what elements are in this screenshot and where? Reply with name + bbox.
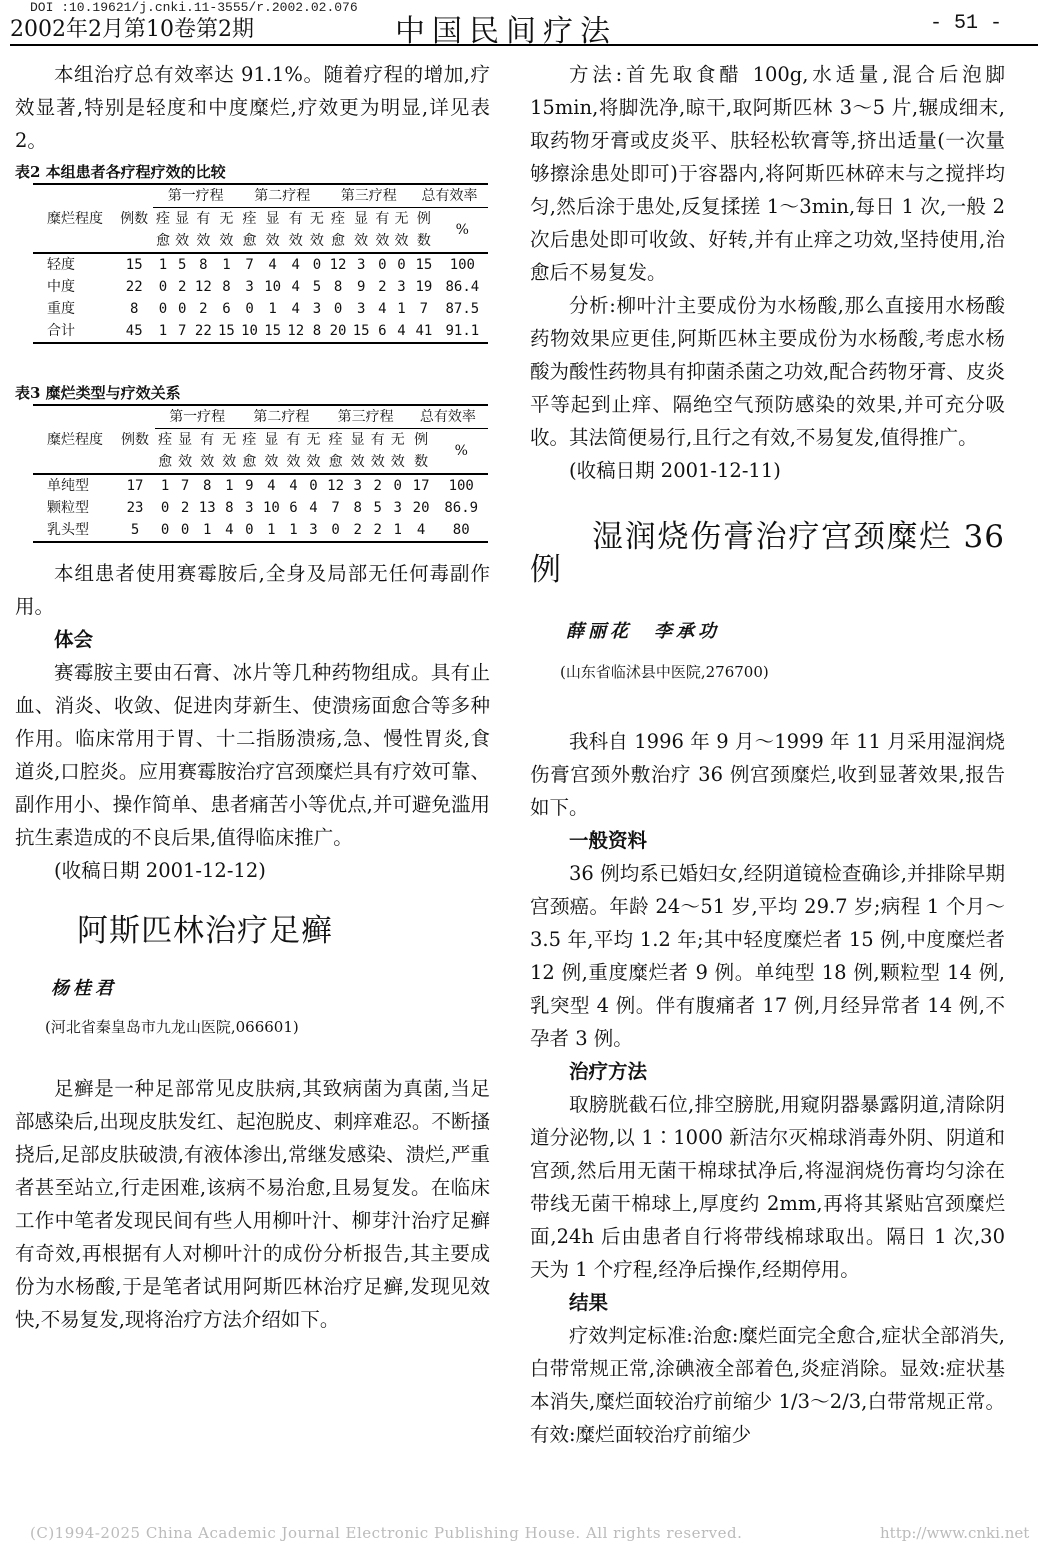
table-cell: 22 — [192, 320, 215, 343]
table-cell: 0 — [333, 301, 343, 317]
table-header-cell: 有 — [288, 211, 303, 227]
table-cell: 0 — [393, 478, 402, 494]
table-header-cell: 愈 — [239, 451, 259, 474]
table-cell: 20 — [327, 320, 350, 343]
table-cell: 0 — [158, 279, 168, 295]
table-cell: 8 — [222, 279, 231, 295]
table-header-cell: 第三疗程 — [327, 184, 412, 208]
table-cell: 5 — [373, 500, 382, 516]
issue-date: 2002年2月第10卷第2期 — [10, 17, 254, 42]
journal-title: 中国民间疗法 — [395, 14, 617, 49]
table-header-cell: 例数 — [115, 405, 155, 474]
header-rule — [10, 44, 1038, 46]
table-cell: 3 — [393, 500, 402, 516]
table-cell: 4 — [392, 320, 411, 343]
table-cell: 0 — [309, 478, 318, 494]
section-heading: 治疗方法 — [569, 1060, 648, 1083]
paragraph: 36 例均系已婚妇女,经阴道镜检查确诊,并排除早期宫颈癌。年龄 24～51 岁,平均 29.7 岁;病程 1 个月～3.5 年,平均 1.2 年;其中轻度糜烂者 15 例,中度糜烂者 12 例,重度糜烂者 9 例。单纯型 18 例,颗粒型 14 例,乳突型 4 例。伴有腹痛者 17 例,月经异常者 14 例,不孕者 3 例。 — [530, 862, 1005, 1050]
table-cell: 3 — [356, 257, 366, 273]
table-header-cell: 无 — [222, 432, 237, 448]
table-header-cell: 有 — [196, 211, 211, 227]
table-cell: 19 — [415, 279, 433, 295]
table-header-cell: 有 — [370, 432, 385, 448]
table-cell: 2 — [368, 519, 388, 542]
table-cell: 1 — [283, 519, 303, 542]
table-header-cell: 效 — [259, 451, 283, 474]
table-header-cell: 效 — [195, 451, 219, 474]
table-header-cell: 效 — [284, 230, 307, 253]
table-row — [33, 276, 488, 298]
table-cell: 3 — [245, 279, 254, 295]
table-header-cell: 无 — [394, 211, 409, 227]
table-header-cell: 效 — [373, 230, 392, 253]
table-header-cell: 效 — [192, 230, 215, 253]
table-cell: 7 — [173, 320, 192, 343]
table-cell: 15 — [125, 257, 143, 273]
table-2 — [33, 183, 488, 344]
table-header-cell: 显 — [354, 211, 369, 227]
table-header-cell: 第一疗程 — [155, 405, 239, 429]
article-title: 阿斯匹林治疗足癣 — [77, 913, 333, 949]
table-header-cell: 效 — [175, 451, 195, 474]
table-cell: 1 — [388, 519, 408, 542]
table-cell: 4 — [291, 257, 300, 273]
footer-url: http://www.cnki.net — [880, 1524, 1030, 1542]
table-header-cell: % — [437, 208, 488, 254]
table-header-cell: 痊 — [242, 211, 257, 227]
table-cell: 1 — [195, 519, 219, 542]
table-cell: 0 — [158, 301, 168, 317]
table-cell: 1 — [160, 478, 170, 494]
table-cell: 4 — [268, 257, 277, 273]
table-header-cell: 显 — [350, 432, 365, 448]
table-cell: 8 — [202, 478, 212, 494]
table-cell: 15 — [415, 257, 433, 273]
table-cell: 8 — [129, 301, 139, 317]
table-cell: 0 — [397, 257, 406, 273]
row-label: 颗粒型 — [47, 500, 89, 516]
table-cell: 8 — [225, 500, 234, 516]
table-header-cell: 例 — [416, 211, 431, 227]
table-header-cell: 效 — [348, 451, 368, 474]
table-cell: 0 — [155, 519, 175, 542]
table-cell: 17 — [412, 478, 430, 494]
table-cell: 8 — [307, 320, 326, 343]
table-header-cell: 愈 — [238, 230, 261, 253]
right-column — [530, 58, 1005, 1451]
table-header-cell: % — [434, 429, 488, 475]
table-cell: 15 — [261, 320, 284, 343]
table-cell: 7 — [419, 301, 429, 317]
table-header-cell: 第一疗程 — [153, 184, 238, 208]
table-cell: 0 — [245, 301, 254, 317]
section-heading: 一般资料 — [569, 829, 648, 852]
table-cell: 8 — [199, 257, 208, 273]
article-author: 杨桂君 — [51, 978, 117, 999]
table-header-cell: 有 — [200, 432, 215, 448]
table-header-cell: 效 — [283, 451, 303, 474]
received-date: (收稿日期 2001-12-11) — [569, 459, 781, 482]
doi-label: DOI :10.19621/j.cnki.11-3555/r.2002.02.076 — [30, 0, 358, 15]
table2-caption: 表2 本组患者各疗程疗效的比较 — [15, 163, 226, 181]
table-cell: 12 — [284, 320, 307, 343]
table-cell: 7 — [245, 257, 254, 273]
paragraph: 分析:柳叶汁主要成份为水杨酸,那么直接用水杨酸药物效果应更佳,阿斯匹林主要成份为水杨酸,考虑水杨酸为酸性药物具有抑菌杀菌之功效,配合药物牙膏、皮炎平等起到止痒、隔绝空气预防感染的效果,并可充分吸收。其法简便易行,且行之有效,不易复发,值得推广。 — [530, 294, 1005, 449]
author-affiliation: (河北省秦皇岛市九龙山医院,066601) — [45, 1018, 299, 1036]
table-cell: 9 — [356, 279, 366, 295]
table-header-cell: 痊 — [328, 432, 343, 448]
table-header-cell: 效 — [307, 230, 326, 253]
left-column — [15, 58, 490, 1336]
table-header-cell: 数 — [411, 230, 437, 253]
table-header-cell: 数 — [408, 451, 435, 474]
paragraph: 足癣是一种足部常见皮肤病,其致病菌为真菌,当足部感染后,出现皮肤发红、起泡脱皮、刺痒难忍。不断搔挠后,足部皮肤破溃,有液体渗出,常继发感染、溃烂,严重者甚至站立,行走困难,该病不易治愈,且易复发。在临床工作中笔者发现民间有些人用柳叶汁、柳芽汁治疗足癣有奇效,再根据有人对柳叶汁的成份分析报告,其主要成份为水杨酸,于是笔者试用阿斯匹林治疗足癣,发现见效快,不易复发,现将治疗方法介绍如下。 — [15, 1077, 490, 1331]
table-cell: 0 — [177, 301, 187, 317]
table-cell: 45 — [115, 320, 153, 343]
paragraph: 赛霉胺主要由石膏、冰片等几种药物组成。具有止血、消炎、收敛、促进肉芽新生、使溃疡面愈合等多种作用。临床常用于胃、十二指肠溃疡,急、慢性胃炎,食道炎,口腔炎。应用赛霉胺治疗宫颈糜烂具有疗效可靠、副作用小、操作简单、患者痛苦小等优点,并可避免滥用抗生素造成的不良后果,值得临床推广。 — [15, 661, 490, 849]
table-header-cell: 显 — [265, 211, 280, 227]
section-heading: 体会 — [54, 628, 94, 651]
table-cell: 12 — [329, 257, 347, 273]
table-cell: 4 — [378, 301, 387, 317]
table-header-cell: 总有效率 — [411, 184, 488, 208]
table-header-cell: 愈 — [327, 230, 350, 253]
table-cell: 3 — [397, 279, 406, 295]
table-header-cell: 效 — [303, 451, 323, 474]
table-header-cell: 糜烂程度 — [33, 405, 115, 474]
table-cell: 5 — [177, 257, 187, 273]
table-cell: 6 — [373, 320, 392, 343]
table3-caption: 表3 糜烂类型与疗效关系 — [15, 384, 181, 402]
table-cell: 4 — [267, 478, 276, 494]
table-header-cell: 显 — [175, 211, 190, 227]
table-cell: 2 — [378, 279, 387, 295]
table-cell: 7 — [331, 500, 340, 516]
table-cell: 10 — [262, 500, 280, 516]
table-header-cell: 效 — [388, 451, 408, 474]
table-header-cell: 愈 — [155, 451, 175, 474]
table-cell: 2 — [180, 500, 190, 516]
table-cell: 7 — [180, 478, 190, 494]
author-affiliation: (山东省临沭县中医院,276700) — [560, 663, 769, 681]
table-cell: 86.9 — [444, 500, 479, 516]
table-row — [33, 474, 488, 497]
row-label: 重度 — [47, 301, 75, 317]
table-cell: 0 — [175, 519, 195, 542]
table-cell: 86.4 — [445, 279, 480, 295]
paragraph: 疗效判定标准:治愈:糜烂面完全愈合,症状全部消失,白带常规正常,涂碘液全部着色,炎症消除。显效:症状基本消失,糜烂面较治疗前缩少 1/3～2/3,白带常规正常。有效:糜烂面较治疗前缩少 — [530, 1324, 1005, 1446]
table-header-cell: 无 — [309, 211, 324, 227]
page-header — [0, 0, 1047, 48]
table-header-cell: 效 — [261, 230, 284, 253]
paragraph: 取膀胱截石位,排空膀胱,用窥阴器暴露阴道,清除阴道分泌物,以 1∶1000 新洁尔灭棉球消毒外阴、阴道和宫颈,然后用无菌干棉球拭净后,将湿润烧伤膏均匀涂在带线无菌干棉球上,厚度约 2mm,再将其紧贴宫颈糜烂面,24h 后由患者自行将带线棉球取出。隔日 1 次,30 天为 1 个疗程,经净后操作,经期停用。 — [530, 1093, 1005, 1281]
table-cell: 10 — [264, 279, 282, 295]
article-title: 湿润烧伤膏治疗宫颈糜烂 36 例 — [530, 519, 1005, 588]
table-cell: 4 — [219, 519, 239, 542]
paragraph: 方法:首先取食醋 100g,水适量,混合后泡脚 15min,将脚洗净,晾干,取阿斯匹林 3～5 片,辗成细末,取药物牙膏或皮炎平、肤轻松软膏等,挤出适量(一次量够擦涂患处即可)于容器内,将阿斯匹林碎末与之搅拌均匀,然后涂于患处,反复揉搓 1～3min,每日 1 次,一般 2 次后患处即可收敛、好转,并有止痒之功效,坚持使用,治愈后不易复发。 — [530, 63, 1005, 284]
table-cell: 3 — [353, 478, 362, 494]
table-cell: 17 — [126, 478, 144, 494]
table-cell: 87.5 — [445, 301, 480, 317]
row-label: 轻度 — [47, 257, 75, 273]
table-header-cell: 效 — [368, 451, 388, 474]
table-cell: 1 — [222, 257, 231, 273]
table-header-cell: 显 — [264, 432, 279, 448]
table-cell: 1 — [268, 301, 277, 317]
paragraph: 我科自 1996 年 9 月～1999 年 11 月采用湿润烧伤膏宫颈外敷治疗 36 例宫颈糜烂,收到显著效果,报告如下。 — [530, 730, 1005, 819]
paragraph: 本组治疗总有效率达 91.1%。随着疗程的增加,疗效显著,特别是轻度和中度糜烂,疗效更为明显,详见表 2。 — [15, 63, 490, 152]
table-cell: 0 — [378, 257, 387, 273]
section-heading: 结果 — [569, 1291, 609, 1314]
table-header-cell: 痊 — [331, 211, 346, 227]
paragraph: 本组患者使用赛霉胺后,全身及局部无任何毒副作用。 — [15, 562, 490, 618]
table-header-cell: 第二疗程 — [239, 405, 323, 429]
table-cell: 1 — [259, 519, 283, 542]
table-cell: 91.1 — [437, 320, 488, 343]
table-header-cell: 效 — [215, 230, 238, 253]
row-label: 中度 — [47, 279, 75, 295]
table-cell: 3 — [245, 500, 254, 516]
table-cell: 2 — [199, 301, 208, 317]
table-cell: 6 — [222, 301, 231, 317]
table-header-cell: 第二疗程 — [238, 184, 327, 208]
table-cell: 9 — [245, 478, 254, 494]
copyright-footer: (C)1994-2025 China Academic Journal Electronic Publishing House. All rights reserved. — [30, 1524, 743, 1542]
table-header-cell: 痊 — [242, 432, 257, 448]
table-cell: 2 — [373, 478, 382, 494]
table-cell: 41 — [411, 320, 437, 343]
table-header-cell: 有 — [286, 432, 301, 448]
table-row — [33, 253, 488, 276]
table-cell: 0 — [324, 519, 348, 542]
table-header-cell: 效 — [350, 230, 373, 253]
article-authors: 薛丽花 李承功 — [566, 621, 720, 642]
received-date: (收稿日期 2001-12-12) — [54, 859, 266, 882]
table-cell: 4 — [309, 500, 318, 516]
table-3 — [33, 404, 488, 543]
table-cell: 1 — [397, 301, 406, 317]
table-header-cell: 无 — [219, 211, 234, 227]
table-cell: 100 — [449, 257, 475, 273]
table-cell: 3 — [312, 301, 322, 317]
table-cell: 2 — [177, 279, 187, 295]
table-header-cell: 效 — [173, 230, 192, 253]
table-header-cell: 愈 — [324, 451, 348, 474]
table-header-cell: 效 — [219, 451, 239, 474]
page-number: - 51 - — [930, 12, 1003, 35]
table-header-cell: 无 — [306, 432, 321, 448]
table-cell: 0 — [239, 519, 259, 542]
table-cell: 23 — [126, 500, 144, 516]
table-cell: 4 — [408, 519, 435, 542]
table-cell: 12 — [194, 279, 212, 295]
table-cell: 6 — [289, 500, 298, 516]
table-row — [33, 519, 488, 542]
table-row — [33, 497, 488, 519]
table-row — [33, 320, 488, 343]
table-header-cell: 痊 — [155, 211, 170, 227]
row-label: 乳头型 — [33, 519, 115, 542]
table-cell: 3 — [303, 519, 323, 542]
table-cell: 0 — [312, 257, 322, 273]
table-cell: 3 — [356, 301, 366, 317]
table-cell: 15 — [215, 320, 238, 343]
table-cell: 100 — [448, 478, 474, 494]
table-cell: 8 — [333, 279, 343, 295]
table-cell: 4 — [291, 279, 300, 295]
table-cell: 13 — [198, 500, 216, 516]
table-row — [33, 298, 488, 320]
row-label: 单纯型 — [47, 478, 89, 494]
table-cell: 1 — [153, 320, 172, 343]
table-header-cell: 显 — [178, 432, 193, 448]
table-header-cell: 愈 — [153, 230, 172, 253]
table-cell: 1 — [158, 257, 168, 273]
table-cell: 0 — [160, 500, 170, 516]
table-cell: 5 — [312, 279, 322, 295]
table-cell: 2 — [348, 519, 368, 542]
table-cell: 12 — [327, 478, 344, 494]
table-header-cell: 效 — [392, 230, 411, 253]
table-cell: 8 — [353, 500, 362, 516]
table-cell: 10 — [238, 320, 261, 343]
table-cell: 1 — [225, 478, 234, 494]
table-cell: 5 — [115, 519, 155, 542]
table-cell: 4 — [289, 478, 298, 494]
table-cell: 15 — [350, 320, 373, 343]
table-cell: 80 — [434, 519, 488, 542]
table-cell: 22 — [125, 279, 143, 295]
table-header-cell: 例 — [414, 432, 429, 448]
table-header-cell: 痊 — [158, 432, 173, 448]
row-label: 合计 — [33, 320, 115, 343]
table-header-cell: 第三疗程 — [324, 405, 408, 429]
table-header-cell: 糜烂程度 — [33, 184, 115, 253]
table-header-cell: 例数 — [115, 184, 153, 253]
table-header-cell: 无 — [390, 432, 405, 448]
table-header-cell: 总有效率 — [408, 405, 488, 429]
table-cell: 20 — [412, 500, 430, 516]
table-cell: 4 — [291, 301, 300, 317]
table-header-cell: 有 — [375, 211, 390, 227]
